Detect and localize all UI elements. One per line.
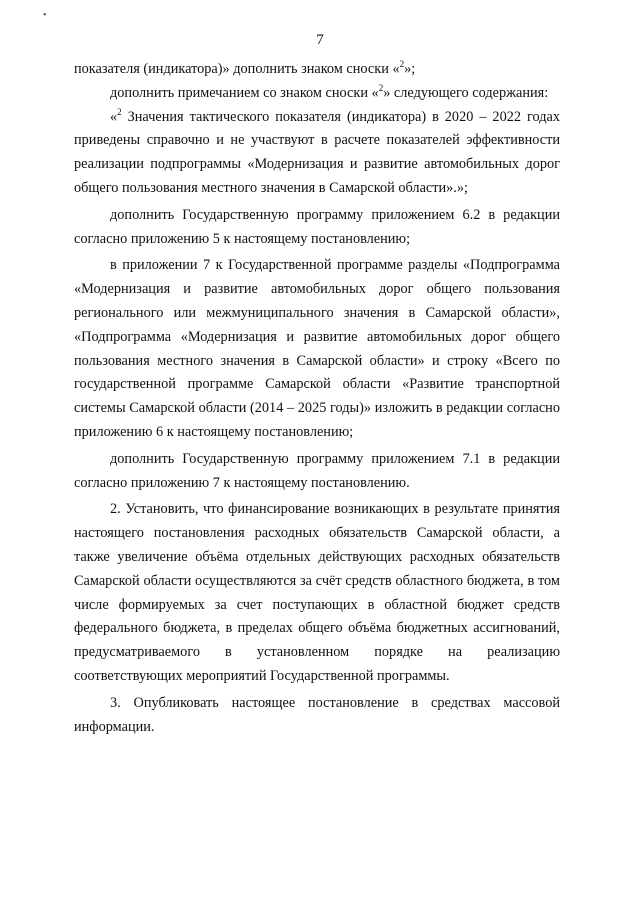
paragraph-appendix-6-2: дополнить Государственную программу приложением 6.2 в редакции согласно приложению 5 к настоящему постановлению; <box>74 206 560 247</box>
paragraph-text: « <box>110 108 118 125</box>
footnote-superscript: 2 <box>378 83 384 94</box>
paragraph-footnote-mark <box>74 58 560 82</box>
document-body <box>74 58 560 739</box>
paragraph-text: »; <box>404 61 416 77</box>
scan-mark: • <box>43 10 47 21</box>
paragraph-item-3-publish: 3. Опубликовать настоящее постановление в средствах массовой информации. <box>74 694 560 735</box>
page-number: 7 <box>316 32 324 48</box>
paragraph-item-2-financing: 2. Установить, что финансирование возникающих в результате принятия настоящего постановления расходных обязательств Самарской области, а также увеличение объёма отдельных действующих расходных обязательств Самарской области осуществляются за счёт средств областного бюджета, в том числе формируемых за счет поступающих в областной бюджет средств федерального бюджета, в пределах общего объёма бюджетных ассигнований, предусматриваемого в установленном порядке на реализацию соответствующих мероприятий Государственной программы. <box>74 501 560 684</box>
paragraph-appendix-7-1: дополнить Государственную программу приложением 7.1 в редакции согласно приложению 7 к настоящему постановлению. <box>74 450 560 491</box>
paragraph-appendix-7-sections: в приложении 7 к Государственной программе разделы «Подпрограмма «Модернизация и развитие автомобильных дорог общего пользования регионального или межмуниципального значения в Самарской области», «Подпрограмма «Модернизация и развитие автомобильных дорог общего пользования местного значения в Самарской области» и строку «Всего по государственной программе Самарской области «Развитие транспортной системы Самарской области (2014 – 2025 годы)» изложить в редакции согласно приложению 6 к настоящему постановлению; <box>74 257 560 440</box>
paragraph-text: » следующего содержания: <box>383 84 549 101</box>
footnote-superscript: 2 <box>399 59 405 70</box>
paragraph-text: показателя (индикатора)» дополнить знаком сноски « <box>74 61 400 77</box>
paragraph-footnote-text <box>74 106 560 201</box>
footnote-superscript: 2 <box>117 106 122 117</box>
paragraph-add-note <box>74 82 560 106</box>
paragraph-text: Значения тактического показателя (индикатора) в 2020 – 2022 годах приведены справочно и не участвуют в расчете показателей эффективности реализации подпрограммы «Модернизация и развитие автомобильных дорог общего пользования местного значения в Самарской области».»; <box>74 108 560 196</box>
paragraph-text: дополнить примечанием со знаком сноски « <box>110 84 379 101</box>
